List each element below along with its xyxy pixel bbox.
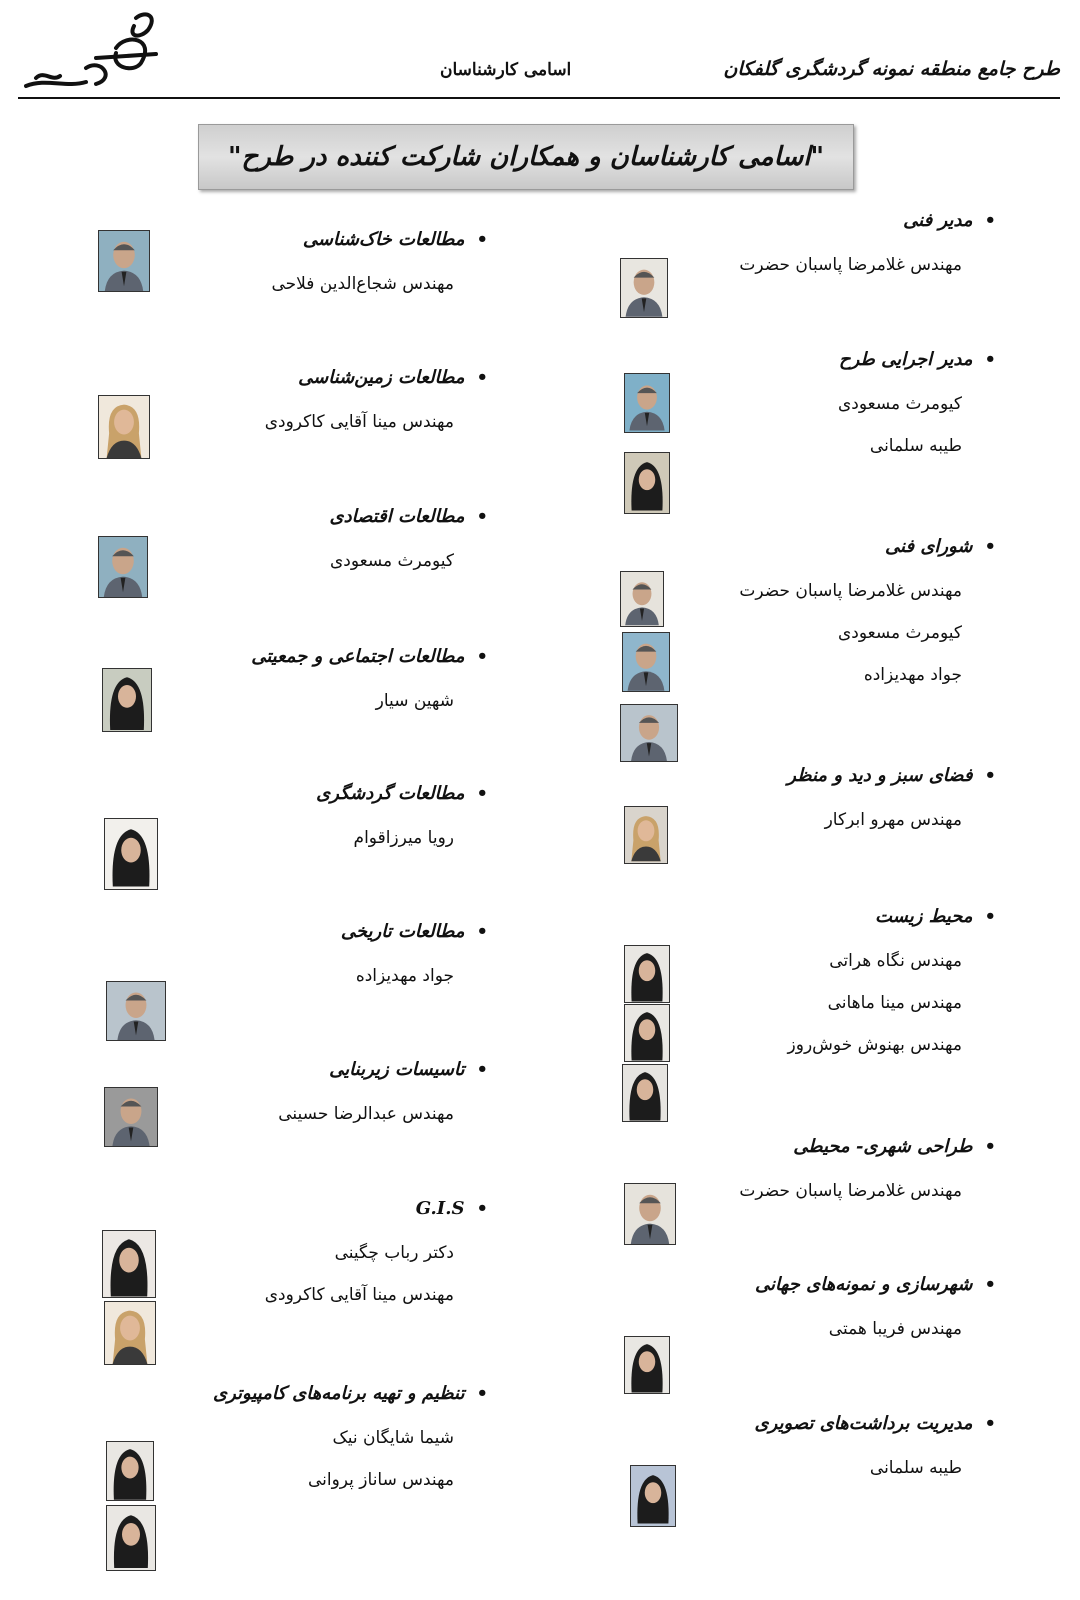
- member-name: مهندس مهرو ابرکار: [824, 810, 962, 830]
- section-green-space: [696, 765, 996, 830]
- header-section-label: اسامی کارشناسان: [440, 60, 572, 80]
- member-name: مهندس ساناز پروانی: [307, 1470, 454, 1490]
- section-title: • مطالعات خاک‌شناسی: [188, 229, 488, 250]
- member-name: کیومرث مسعودی: [837, 394, 962, 414]
- header-document-title: طرح جامع منطقه نمونه گردشگری گلفکان: [723, 58, 1060, 80]
- member-name: شهین سیار: [375, 691, 454, 711]
- portrait-icon: [625, 807, 667, 863]
- portrait-icon: [621, 705, 677, 761]
- member-photo: [624, 373, 670, 433]
- portrait-icon: [107, 982, 165, 1040]
- portrait-icon: [623, 633, 669, 691]
- portrait-icon: [625, 946, 669, 1002]
- member-name: مهندس فریبا همتی: [828, 1319, 962, 1339]
- member-photo: [620, 258, 668, 318]
- section-technical-council: [696, 536, 996, 685]
- section-title: • مدیر اجرایی طرح: [696, 349, 996, 370]
- member-name: دکتر رباب چگینی: [334, 1243, 454, 1263]
- signature-logo: [16, 8, 166, 93]
- section-title: • تاسیسات زیربنایی: [188, 1059, 488, 1080]
- member-photo: [622, 1064, 668, 1122]
- member-name: طیبه سلمانی: [869, 436, 962, 456]
- member-name: کیومرث مسعودی: [837, 623, 962, 643]
- section-tourism-studies: [188, 783, 488, 848]
- section-executive-manager: [696, 349, 996, 456]
- member-photo: [104, 1087, 158, 1147]
- member-photo: [630, 1465, 676, 1527]
- portrait-icon: [621, 259, 667, 317]
- section-technical-manager: [696, 210, 996, 275]
- member-name: طیبه سلمانی: [869, 1458, 962, 1478]
- member-photo: [102, 668, 152, 732]
- section-infrastructure: [188, 1059, 488, 1124]
- portrait-icon: [103, 1231, 155, 1297]
- portrait-icon: [623, 1065, 667, 1121]
- section-title: • مدیر فنی: [696, 210, 996, 231]
- section-soil-studies: [188, 229, 488, 294]
- member-photo: [106, 1505, 156, 1571]
- section-title: • طراحی شهری- محیطی: [696, 1136, 996, 1157]
- banner-title: "اسامی کارشناسان و همکاران شارکت کننده در طرح": [227, 142, 825, 172]
- section-title: • مطالعات اجتماعی و جمعیتی: [188, 646, 488, 667]
- portrait-icon: [625, 1337, 669, 1393]
- member-name: شیما شایگان نیک: [332, 1428, 454, 1448]
- member-photo: [104, 1301, 156, 1365]
- section-environment: [696, 906, 996, 1055]
- section-economic-studies: [188, 506, 488, 571]
- header-divider: [18, 97, 1060, 99]
- section-geology-studies: [188, 367, 488, 432]
- portrait-icon: [621, 572, 663, 626]
- member-photo: [98, 536, 148, 598]
- member-name: مهندس غلامرضا پاسبان حضرت: [739, 581, 962, 601]
- member-photo: [98, 230, 150, 292]
- member-photo: [620, 571, 664, 627]
- portrait-icon: [625, 1184, 675, 1244]
- portrait-icon: [631, 1466, 675, 1526]
- member-photo: [622, 632, 670, 692]
- portrait-icon: [625, 374, 669, 432]
- member-photo: [624, 1336, 670, 1394]
- section-title: • G.I.S: [188, 1198, 488, 1219]
- section-photo-survey: [696, 1413, 996, 1478]
- member-name: مهندس غلامرضا پاسبان حضرت: [739, 255, 962, 275]
- portrait-icon: [99, 537, 147, 597]
- member-name: مهندس نگاه هراتی: [829, 951, 962, 971]
- portrait-icon: [625, 1005, 669, 1061]
- member-photo: [624, 1004, 670, 1062]
- portrait-icon: [99, 396, 149, 458]
- section-urban-planning: [696, 1274, 996, 1339]
- member-name: مهندس عبدالرضا حسینی: [278, 1104, 454, 1124]
- portrait-icon: [625, 453, 669, 513]
- member-name: مهندس مینا آقایی کاکرودی: [264, 1285, 454, 1305]
- portrait-icon: [107, 1506, 155, 1570]
- member-photo: [102, 1230, 156, 1298]
- member-photo: [98, 395, 150, 459]
- portrait-icon: [99, 231, 149, 291]
- section-title: • شورای فنی: [696, 536, 996, 557]
- member-name: جواد مهدیزاده: [863, 665, 962, 685]
- section-title: • مطالعات تاریخی: [188, 921, 488, 942]
- member-name: مهندس غلامرضا پاسبان حضرت: [739, 1181, 962, 1201]
- section-title: • مطالعات زمین‌شناسی: [188, 367, 488, 388]
- member-name: جواد مهدیزاده: [355, 966, 454, 986]
- member-name: مهندس مینا ماهانی: [827, 993, 962, 1013]
- member-name: رویا میرزاقوام: [353, 828, 454, 848]
- member-name: مهندس شجاع‌الدین فلاحی: [271, 274, 454, 294]
- member-photo: [624, 1183, 676, 1245]
- section-gis: [188, 1198, 488, 1305]
- member-photo: [106, 981, 166, 1041]
- portrait-icon: [107, 1442, 153, 1500]
- section-urban-design: [696, 1136, 996, 1201]
- page-banner: [198, 124, 854, 190]
- portrait-icon: [105, 819, 157, 889]
- member-name: کیومرث مسعودی: [329, 551, 454, 571]
- portrait-icon: [103, 669, 151, 731]
- section-title: • شهرسازی و نمونه‌های جهانی: [696, 1274, 996, 1295]
- member-name: مهندس مینا آقایی کاکرودی: [264, 412, 454, 432]
- section-social-studies: [188, 646, 488, 711]
- section-title: • مدیریت برداشت‌های تصویری: [696, 1413, 996, 1434]
- member-photo: [624, 452, 670, 514]
- section-title: • مطالعات گردشگری: [188, 783, 488, 804]
- section-title: • تنظیم و تهیه برنامه‌های کامپیوتری: [188, 1383, 488, 1404]
- member-photo: [624, 945, 670, 1003]
- member-photo: [106, 1441, 154, 1501]
- portrait-icon: [105, 1088, 157, 1146]
- portrait-icon: [105, 1302, 155, 1364]
- member-photo: [104, 818, 158, 890]
- section-title: • مطالعات اقتصادی: [188, 506, 488, 527]
- section-title: • محیط زیست: [696, 906, 996, 927]
- section-title: • فضای سبز و دید و منظر: [696, 765, 996, 786]
- page-header: [0, 0, 1080, 100]
- member-name: مهندس بهنوش خوش‌روز: [787, 1035, 962, 1055]
- section-historical-studies: [188, 921, 488, 986]
- section-computer-programs: [188, 1383, 488, 1490]
- member-photo: [624, 806, 668, 864]
- member-photo: [620, 704, 678, 762]
